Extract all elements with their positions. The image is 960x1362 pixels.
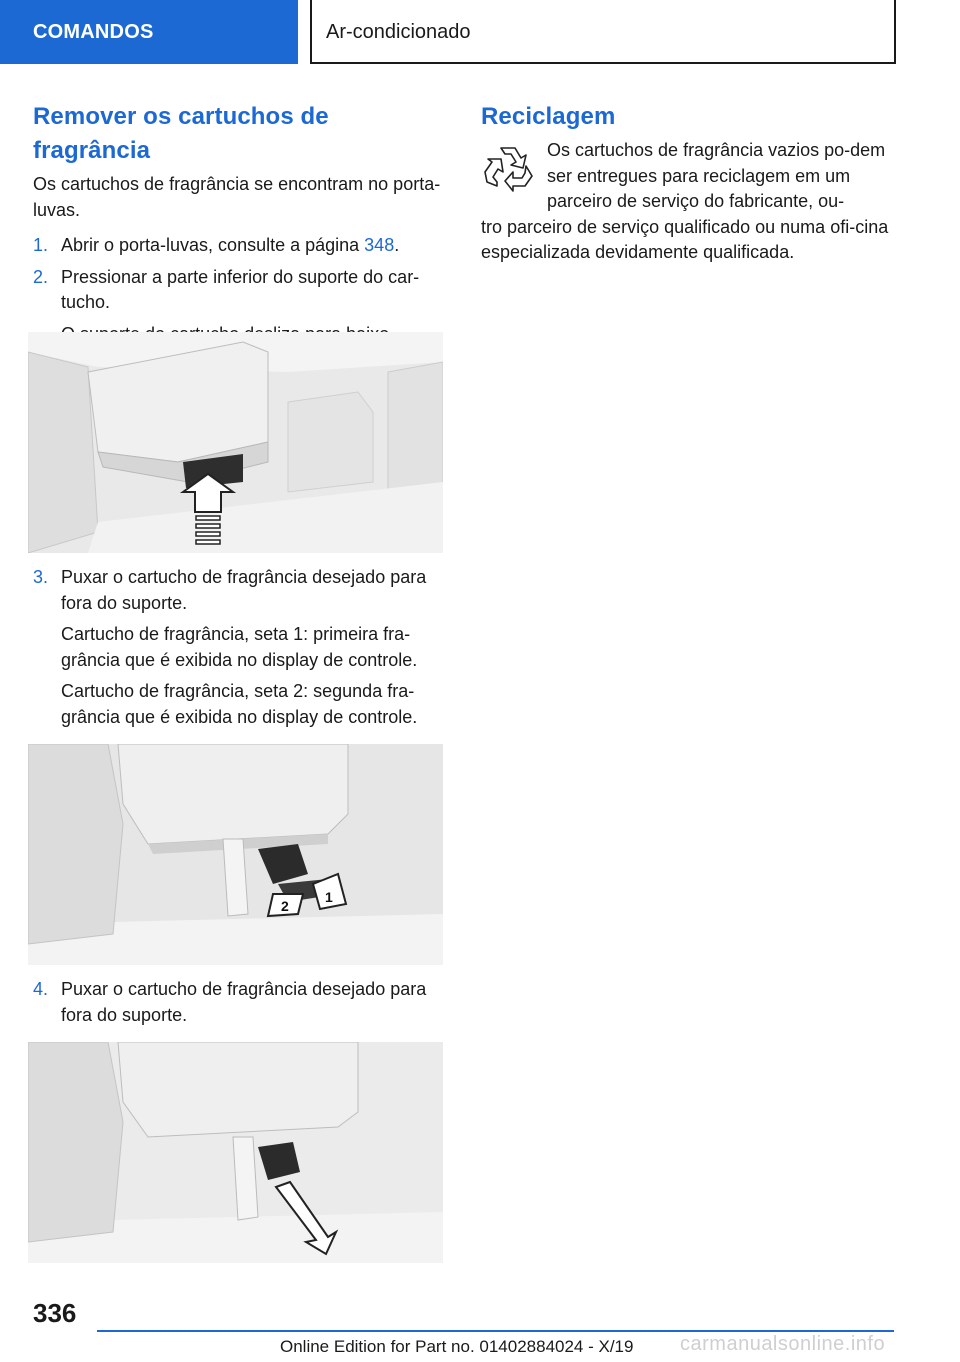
recycling-note — [481, 138, 896, 266]
step-number: 4. — [33, 979, 49, 999]
section-tab[interactable]: COMANDOS — [0, 0, 298, 64]
figure-cartridge-arrows — [28, 744, 443, 965]
section-heading-remove: Remover os cartuchos de fragrância — [33, 103, 329, 164]
step-text: Abrir o porta-luvas, consulte a página — [61, 235, 365, 255]
figure-label-2: 2 — [281, 898, 289, 914]
right-column — [481, 100, 896, 266]
step-text: Pressionar a parte inferior do suporte do car-tucho. — [61, 266, 420, 312]
step-number: 1. — [33, 235, 49, 255]
left-column — [33, 100, 443, 353]
step-subtext: Cartucho de fragrância, seta 2: segunda fra-grância que é exibida no display de controle. — [61, 681, 418, 727]
figure-label-1: 1 — [325, 889, 333, 905]
left-column-cont — [33, 565, 443, 736]
figure-cartridge-pull — [28, 1042, 443, 1263]
step-4 — [33, 977, 443, 1028]
step-number: 2. — [33, 266, 49, 287]
left-column-cont2 — [33, 977, 443, 1034]
recycle-icon — [481, 142, 535, 194]
page-number: 336 — [33, 1298, 77, 1328]
chapter-title: Ar-condicionado — [310, 0, 896, 64]
page-link[interactable]: 348 — [364, 235, 395, 255]
step-text: Puxar o cartucho de fragrância desejado para fora do suporte. — [61, 979, 427, 1025]
intro-text: Os cartuchos de fragrância se encontram no porta-luvas. — [33, 174, 441, 220]
footer-divider — [97, 1330, 894, 1332]
section-heading-recycling: Reciclagem — [481, 103, 616, 130]
step-3 — [33, 565, 443, 730]
edition-text: Online Edition for Part no. 01402884024 - X/19 — [280, 1337, 634, 1356]
recycling-text: Os cartuchos de fragrância vazios po-dem ser entregues para reciclagem em um parceiro de serviço do fabricante, ou- — [547, 140, 886, 211]
step-number: 3. — [33, 567, 49, 587]
step-1: 1. Abrir o porta-luvas, consulte a página 348. — [33, 233, 443, 259]
watermark: carmanualsonline.info — [680, 1333, 886, 1355]
recycling-text-cont: tro parceiro de serviço qualificado ou numa ofi-cina especializada devidamente qualificada. — [481, 216, 889, 262]
step-subtext: Cartucho de fragrância, seta 1: primeira fra-grância que é exibida no display de controle. — [61, 624, 418, 670]
step-text: Puxar o cartucho de fragrância desejado para fora do suporte. — [61, 567, 427, 613]
figure-glovebox-press — [28, 332, 443, 553]
